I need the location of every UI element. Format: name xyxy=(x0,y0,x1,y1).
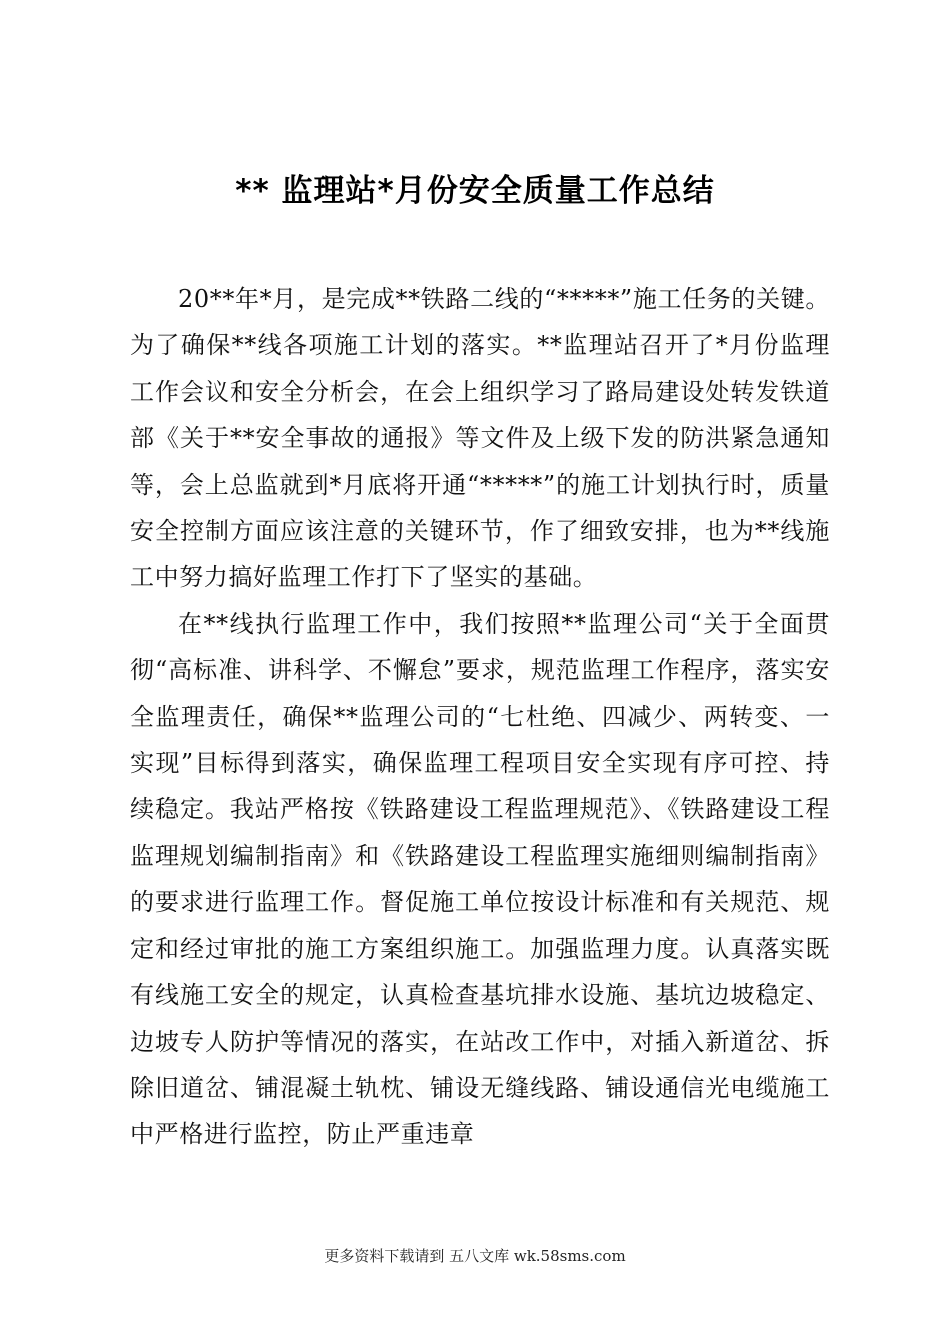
document-body xyxy=(130,276,830,1158)
paragraph-2: 在**线执行监理工作中，我们按照**监理公司“关于全面贯彻“高标准、讲科学、不懈怠”要求，规范监理工作程序，落实安全监理责任，确保**监理公司的“七杜绝、四减少、两转变、一实现”目标得到落实，确保监理工程项目安全实现有序可控、持续稳定。我站严格按《铁路建设工程监理规范》、《铁路建设工程监理规划编制指南》和《铁路建设工程监理实施细则编制指南》的要求进行监理工作。督促施工单位按设计标准和有关规范、规定和经过审批的施工方案组织施工。加强监理力度。认真落实既有线施工安全的规定，认真检查基坑排水设施、基坑边坡稳定、边坡专人防护等情况的落实，在站改工作中，对插入新道岔、拆除旧道岔、铺混凝土轨枕、铺设无缝线路、铺设通信光电缆施工中严格进行监控，防止严重违章 xyxy=(130,609,830,1149)
paragraph-1: 20**年*月，是完成**铁路二线的“*****”施工任务的关键。为了确保**线各项施工计划的落实。**监理站召开了*月份监理工作会议和安全分析会，在会上组织学习了路局建设处转发铁道部《关于**安全事故的通报》等文件及上级下发的防洪紧急通知等，会上总监就到*月底将开通“*****”的施工计划执行时，质量安全控制方面应该注意的关键环节，作了细致安排，也为**线施工中努力搞好监理工作打下了坚实的基础。 xyxy=(130,285,830,592)
document-title: ** 监理站*月份安全质量工作总结 xyxy=(235,173,715,209)
footer-download-note: 更多资料下载请到 五八文库 wk.58sms.com xyxy=(324,1247,626,1265)
